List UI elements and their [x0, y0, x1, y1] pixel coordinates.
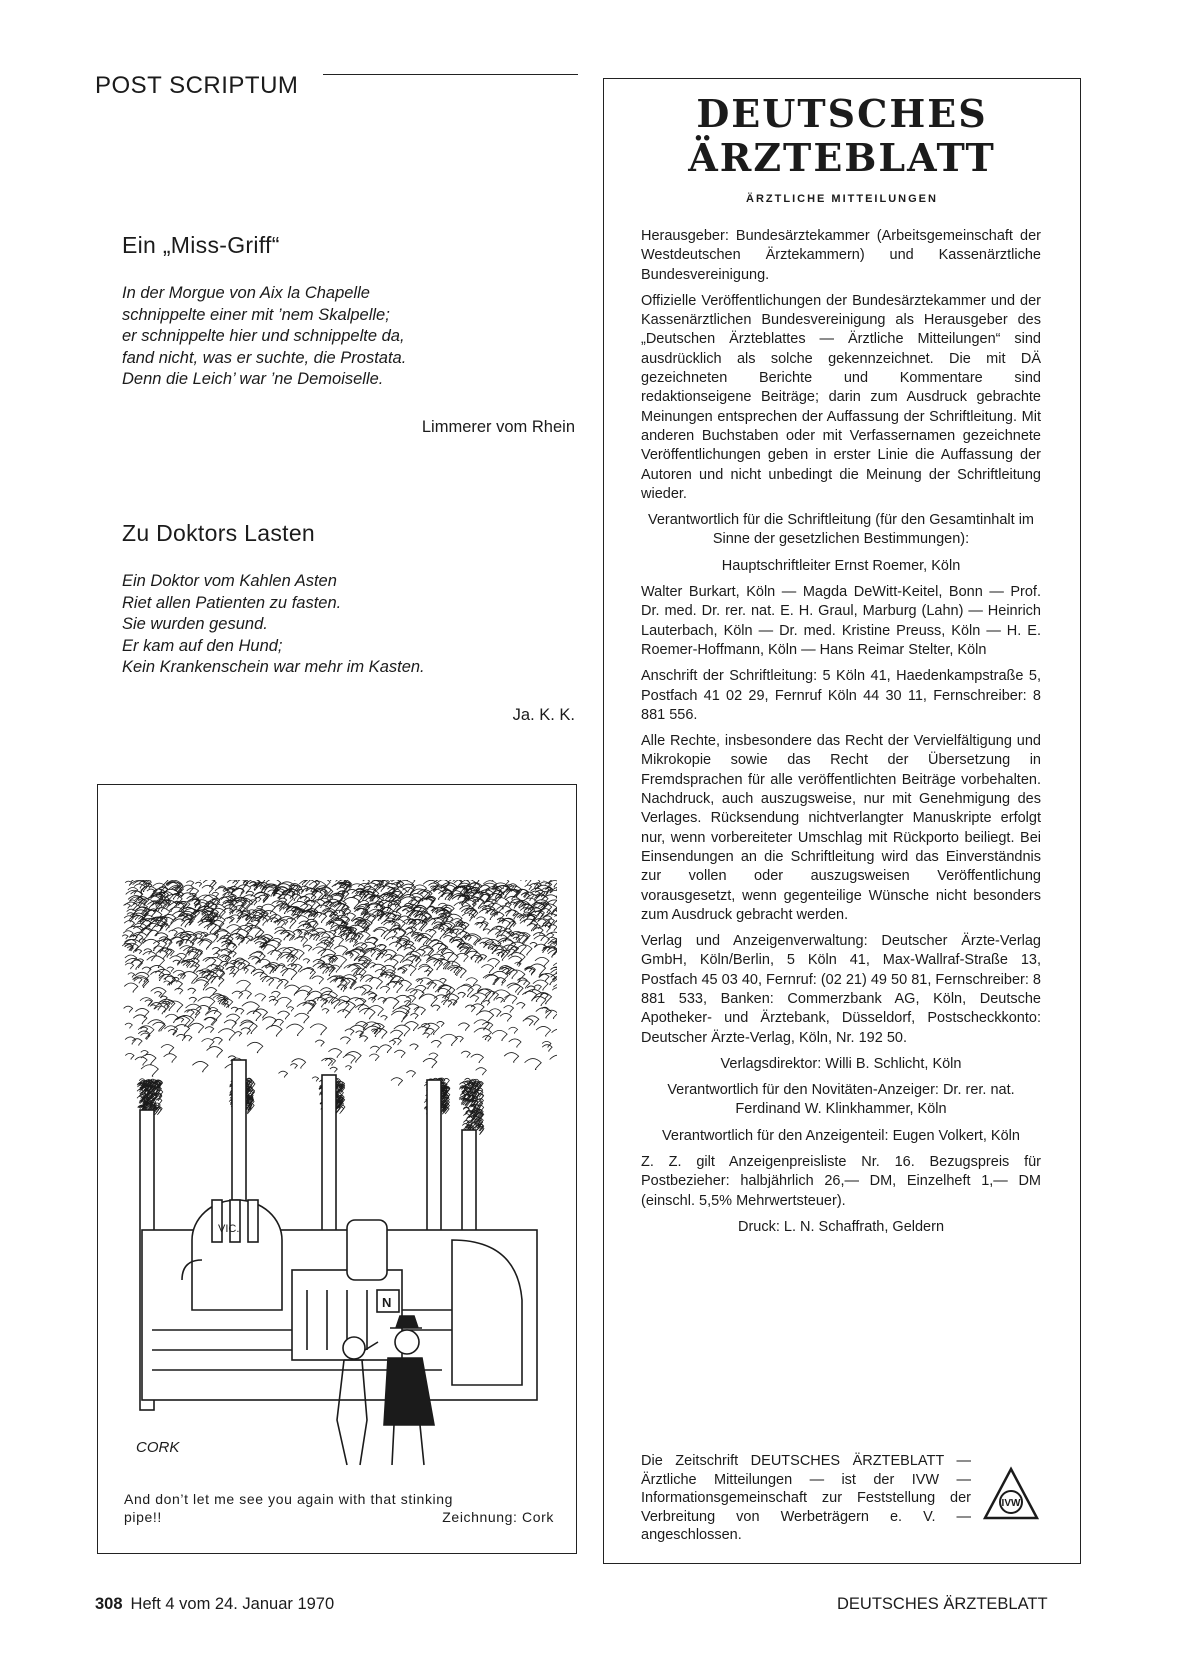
- cartoon-illustration: [122, 880, 557, 1475]
- box-label: N: [382, 1295, 392, 1310]
- pipe: [248, 1200, 258, 1242]
- imprint-paragraph: Herausgeber: Bundesärztekammer (Arbeitsgemeinschaft der Westdeutschen Ärztekammern) und Kassenärztliche Bundesvereinigung.: [641, 228, 1041, 283]
- imprint-paragraph: Walter Burkart, Köln — Magda DeWitt-Keitel, Bonn — Prof. Dr. med. Dr. rer. nat. E. H. Graul, Marburg (Lahn) — Heinrich Lauterbach, Köln — Dr. med. Kristine Preuss, Köln — H. E. Roemer-Hoffmann, Köln — Hans Reimar Stelter, Köln: [641, 584, 1041, 658]
- poem-line: Ein Doktor vom Kahlen Asten: [122, 572, 337, 590]
- poem-line: In der Morgue von Aix la Chapelle: [122, 284, 370, 302]
- plant-label: VIC.: [218, 1223, 240, 1235]
- poem-title: Zu Doktors Lasten: [122, 520, 316, 546]
- poem-line: fand nicht, was er suchte, die Prostata.: [122, 348, 407, 367]
- page-footer-left: [95, 1595, 334, 1614]
- imprint-paragraph: Verantwortlich für die Schriftleitung (für den Gesamtinhalt im Sinne der gesetzlichen Bestimmungen):: [647, 512, 1035, 548]
- poem-author: Ja. K. K.: [512, 706, 575, 724]
- pipe: [212, 1200, 222, 1242]
- cartoon-credit: Zeichnung: Cork: [442, 1509, 554, 1525]
- iwv-notice: [641, 1452, 1041, 1542]
- imprint-paragraph: Hauptschriftleiter Ernst Roemer, Köln: [721, 557, 961, 574]
- page-number: 308: [95, 1595, 123, 1613]
- chimney: [427, 1080, 441, 1240]
- section-label: POST SCRIPTUM: [95, 72, 299, 99]
- poem-body: [122, 571, 425, 679]
- imprint-paragraph: Verlag und Anzeigenverwaltung: Deutscher Ärzte-Verlag GmbH, Köln/Berlin, 5 Köln 41, Max-Wallraf-Straße 13, Postfach 45 03 40, Fernruf: (02 21) 49 50 81, Fernschreiber: 8 881 533, Banken: Commerzbank AG, Köln, Deutsche Apotheker- und Ärztebank, Düsseldorf, Postscheckkonto: Deutscher Ärzte-Verlag, Köln, Nr. 192 50.: [641, 933, 1041, 1046]
- iwv-logo-icon: [983, 1466, 1039, 1522]
- manager-head: [395, 1330, 419, 1354]
- masthead-title-line: DEUTSCHES: [696, 91, 988, 136]
- poem-line: schnippelte einer mit ’nem Skalpelle;: [122, 305, 390, 324]
- caption-line: And don’t let me see you again with that stinking: [124, 1491, 454, 1507]
- manager-legs: [392, 1425, 424, 1465]
- imprint-paragraph: Verlagsdirektor: Willi B. Schlicht, Köln: [720, 1055, 962, 1072]
- issue-info: Heft 4 vom 24. Januar 1970: [130, 1595, 335, 1613]
- imprint-paragraph: Verantwortlich für den Anzeigenteil: Eugen Volkert, Köln: [662, 1127, 1020, 1144]
- imprint-paragraph: Z. Z. gilt Anzeigenpreisliste Nr. 16. Bezugspreis für Postbezieher: halbjährlich 26,— DM, Einzelheft 1,— DM (einschl. 5,5% Mehrwertsteuer).: [641, 1154, 1041, 1209]
- cartoon-caption: [124, 1490, 554, 1526]
- poem-line: Sie wurden gesund.: [122, 615, 268, 633]
- smoke-cloud: [122, 880, 557, 1135]
- chimney: [322, 1075, 336, 1235]
- pipe: [230, 1200, 240, 1242]
- caption-line: pipe!!: [124, 1509, 162, 1525]
- chimney: [462, 1130, 476, 1240]
- poem-line: Riet allen Patienten zu fasten.: [122, 593, 342, 612]
- imprint-text: [641, 227, 1041, 1244]
- imprint-paragraph: Alle Rechte, insbesondere das Recht der Vervielfältigung und Mikrokopie sowie das Recht der Übersetzung in Fremdsprachen für alle veröffentlichten Beiträge vorbehalten. Nachdruck, auch auszugsweise, nur mit Genehmigung des Verlages. Rücksendung nichtverlangter Manuskripte erfolgt nur, wenn vorbereiteter Umschlag mit Rückporto beiliegt. Bei Einsendungen an die Schriftleitung wird das Einverständnis zur vollen oder auszugsweisen Veröffentlichung vorausgesetzt, wenn gegenteilige Wünsche nicht besonders zum Ausdruck gebracht werden.: [641, 733, 1041, 923]
- imprint-paragraph: Verantwortlich für den Novitäten-Anzeiger: Dr. rer. nat. Ferdinand W. Klinkhammer, Köln: [667, 1082, 1015, 1118]
- masthead-title: [603, 92, 1081, 180]
- poem-line: Kein Krankenschein war mehr im Kasten.: [122, 658, 425, 676]
- masthead-title-line: ÄRZTEBLATT: [688, 135, 996, 180]
- svg-text:IVW: IVW: [1001, 1498, 1021, 1509]
- artist-signature: CORK: [136, 1439, 180, 1456]
- publication-name: DEUTSCHES ÄRZTEBLATT: [837, 1595, 1048, 1613]
- poem-line: Er kam auf den Hund;: [122, 636, 283, 655]
- masthead-subtitle: ÄRZTLICHE MITTEILUNGEN: [746, 193, 938, 205]
- poem-line: Denn die Leich’ war ’ne Demoiselle.: [122, 370, 384, 388]
- poem-body: [122, 283, 406, 391]
- tank: [347, 1220, 387, 1280]
- poem-title: Ein „Miss-Griff“: [122, 232, 280, 258]
- poem-author: Limmerer vom Rhein: [421, 418, 575, 436]
- poem-line: er schnippelte hier und schnippelte da,: [122, 327, 405, 345]
- header-rule: [323, 74, 578, 75]
- imprint-paragraph: Offizielle Veröffentlichungen der Bundesärztekammer und der Kassenärztlichen Bundesvereinigung als Herausgeber des „Deutschen Ärzteblattes — Ärztliche Mitteilungen“ sind ausdrücklich als solche gekennzeichnet. Die mit DÄ gezeichneten Berichte und Kommentare sind redaktionseigene Beiträge; darin zum Ausdruck gebrachte Meinungen entsprechen der Auffassung der Schriftleitung. Mit anderen Buchstaben oder mit Verfassernamen gezeichnete Veröffentlichungen geben in erster Linie die Auffassung der Autoren und nicht unbedingt die Meinung der Schriftleitung wieder.: [641, 292, 1041, 502]
- imprint-paragraph: Anschrift der Schriftleitung: 5 Köln 41, Haedenkampstraße 5, Postfach 41 02 29, Fernruf Köln 44 30 11, Fernschreiber: 8 881 556.: [641, 668, 1041, 723]
- man-head: [343, 1337, 365, 1359]
- iwv-text: Die Zeitschrift DEUTSCHES ÄRZTEBLATT — Ärztliche Mitteilungen — ist der IVW — Informationsgemeinschaft zur Feststellung der Verbreitung von Werbeträgern e. V. — angeschlossen.: [641, 1453, 971, 1543]
- imprint-paragraph: Druck: L. N. Schaffrath, Geldern: [737, 1218, 945, 1235]
